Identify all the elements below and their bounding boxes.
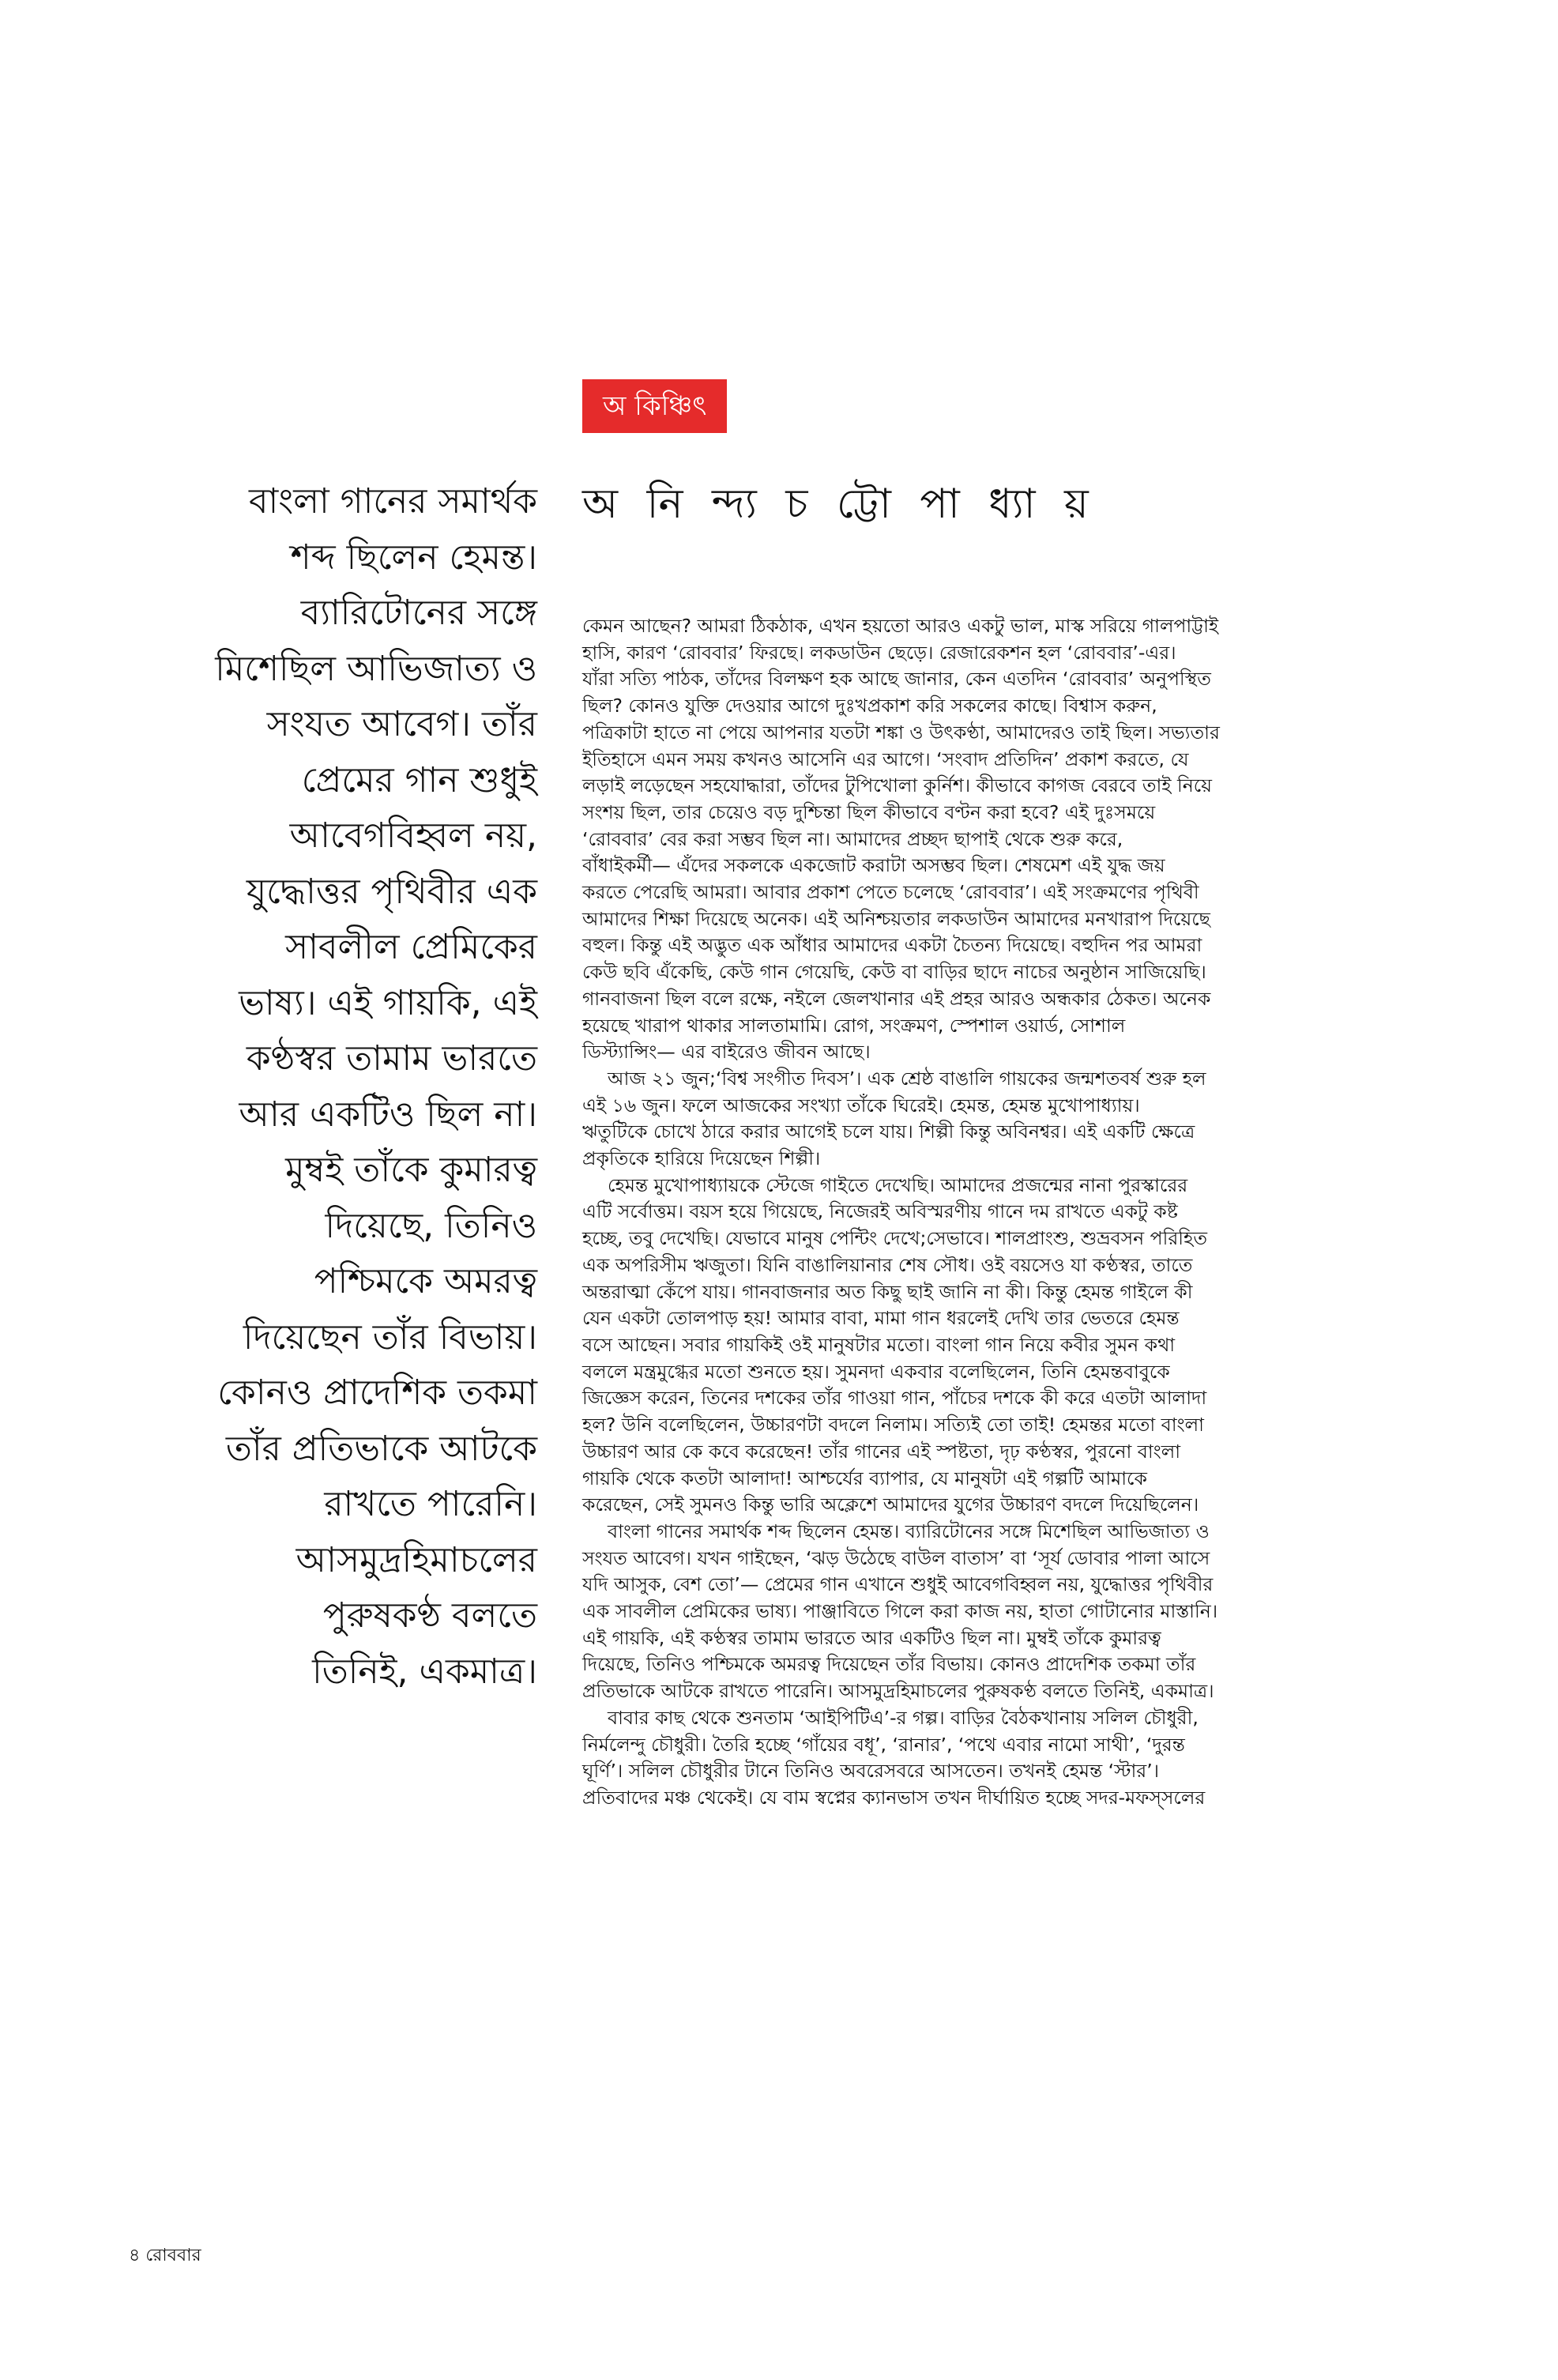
body-line: ডিস্ট্যান্সিং— এর বাইরেও জীবন আছে। bbox=[582, 1041, 871, 1064]
body-line: করতে পেরেছি আমরা। আবার প্রকাশ পেতে চলেছে ‘রোববার’। এই সংক্রমণের পৃথিবী bbox=[582, 881, 1199, 904]
body-line: ঘূর্ণি’। সলিল চৌধুরীর টানে তিনিও অবরেসবরে আসতেন। তখনই হেমন্ত ‘স্টার’। bbox=[582, 1760, 1160, 1783]
pull-quote-line: সাবলীল প্রেমিকের bbox=[285, 927, 537, 967]
body-line: এই ১৬ জুন। ফলে আজকের সংখ্যা তাঁকে ঘিরেই। হেমন্ত, হেমন্ত মুখোপাধ্যায়। bbox=[582, 1094, 1140, 1117]
pull-quote-line: তাঁর প্রতিভাকে আটকে bbox=[225, 1428, 537, 1469]
pull-quote-line: মিশেছিল আভিজাত্য ও bbox=[215, 648, 537, 689]
pull-quote-line: মুম্বই তাঁকে কুমারত্ব bbox=[285, 1150, 537, 1190]
pull-quote-line: কণ্ঠস্বর তামাম ভারতে bbox=[246, 1038, 537, 1079]
pull-quote-line: রাখতে পারেনি। bbox=[324, 1484, 537, 1524]
body-line: বসে আছেন। সবার গায়কিই ওই মানুষটার মতো। বাংলা গান নিয়ে কবীর সুমন কথা bbox=[582, 1333, 1176, 1356]
body-line: হচ্ছে, তবু দেখেছি। যেভাবে মানুষ পেন্টিং দেখে;সেভাবে। শালপ্রাংশু, শুভ্রবসন পরিহিত bbox=[582, 1227, 1207, 1250]
pull-quote-line: দিয়েছে, তিনিও bbox=[325, 1205, 537, 1246]
body-line: কেমন আছেন? আমরা ঠিকঠাক, এখন হয়তো আরও একটু ভাল, মাস্ক সরিয়ে গালপাট্টাই bbox=[582, 615, 1219, 637]
body-line: কেউ ছবি এঁকেছি, কেউ গান গেয়েছি, কেউ বা বাড়ির ছাদে নাচের অনুষ্ঠান সাজিয়েছি। bbox=[582, 961, 1206, 984]
pull-quote-line: আবেগবিহ্বল নয়, bbox=[289, 815, 537, 856]
body-line: যদি আসুক, বেশ তো’— প্রেমের গান এখানে শুধুই আবেগবিহ্বল নয়, যুদ্ধোত্তর পৃথিবীর bbox=[582, 1573, 1214, 1596]
pull-quote-line: যুদ্ধোত্তর পৃথিবীর এক bbox=[246, 871, 537, 912]
body-line: হাসি, কারণ ‘রোববার’ ফিরছে। লকডাউন ছেড়ে। রেজারেকশন হল ‘রোববার’-এর। bbox=[582, 641, 1176, 664]
body-line: যেন একটা তোলপাড় হয়! আমার বাবা, মামা গান ধরলেই দেখি তার ভেতরে হেমন্ত bbox=[582, 1307, 1180, 1330]
body-line: গানবাজনা ছিল বলে রক্ষে, নইলে জেলখানার এই প্রহর আরও অন্ধকার ঠেকত। অনেক bbox=[582, 987, 1211, 1010]
pull-quote bbox=[119, 474, 537, 1700]
pull-quote-line: তিনিই, একমাত্র। bbox=[312, 1651, 537, 1692]
pull-quote-line: বাংলা গানের সমার্থক bbox=[249, 481, 537, 522]
body-line: অন্তরাত্মা কেঁপে যায়। গানবাজনার অত কিছু ছাই জানি না কী। কিন্তু হেমন্ত গাইলে কী bbox=[582, 1280, 1193, 1303]
body-line: হেমন্ত মুখোপাধ্যায়কে স্টেজে গাইতে দেখেছি। আমাদের প্রজন্মের নানা পুরস্কারের bbox=[608, 1173, 1188, 1196]
pull-quote-line: পুরুষকণ্ঠ বলতে bbox=[322, 1595, 537, 1636]
body-line: প্রতিবাদের মঞ্চ থেকেই। যে বাম স্বপ্নের ক্যানভাস তখন দীর্ঘায়িত হচ্ছে সদর-মফস্সলের bbox=[582, 1786, 1206, 1809]
body-line: পত্রিকাটা হাতে না পেয়ে আপনার যতটা শঙ্কা ও উৎকণ্ঠা, আমাদেরও তাই ছিল। সভ্যতার bbox=[582, 721, 1220, 744]
body-line: প্রকৃতিকে হারিয়ে দিয়েছেন শিল্পী। bbox=[582, 1147, 821, 1170]
body-line: গায়কি থেকে কতটা আলাদা! আশ্চর্যের ব্যাপার, যে মানুষটা এই গল্পটি আমাকে bbox=[582, 1467, 1147, 1489]
body-line: হল? উনি বলেছিলেন, উচ্চারণটা বদলে নিলাম। সত্যিই তো তাই! হেমন্তর মতো বাংলা bbox=[582, 1414, 1204, 1437]
pull-quote-line: ভাষ্য। এই গায়কি, এই bbox=[239, 982, 537, 1023]
body-line: সংশয় ছিল, তার চেয়েও বড় দুশ্চিন্তা ছিল কীভাবে বণ্টন করা হবে? এই দুঃসময়ে bbox=[582, 800, 1156, 823]
body-line: নির্মলেন্দু চৌধুরী। তৈরি হচ্ছে ‘গাঁয়ের বধূ’, ‘রানার’, ‘পথে এবার নামো সাথী’, ‘দুরন্ত bbox=[582, 1733, 1185, 1756]
body-line: বাঁধাইকর্মী— এঁদের সকলকে একজোট করাটা অসম্ভব ছিল। শেষমেশ এই যুদ্ধ জয় bbox=[582, 854, 1165, 877]
pull-quote-line: দিয়েছেন তাঁর বিভায়। bbox=[243, 1316, 537, 1358]
body-line: ছিল? কোনও যুক্তি দেওয়ার আগে দুঃখপ্রকাশ করি সকলের কাছে। বিশ্বাস করুন, bbox=[582, 695, 1157, 717]
section-tag: অ কিঞ্চিৎ bbox=[582, 379, 727, 433]
body-line: বহুল। কিন্তু এই অদ্ভুত এক আঁধার আমাদের একটা চৈতন্য দিয়েছে। বহুদিন পর আমরা bbox=[582, 934, 1202, 957]
body-line: আজ ২১ জুন;‘বিশ্ব সংগীত দিবস’। এক শ্রেষ্ঠ বাঙালি গায়কের জন্মশতবর্ষ শুরু হল bbox=[608, 1067, 1206, 1090]
body-line: আমাদের শিক্ষা দিয়েছে অনেক। এই অনিশ্চয়তার লকডাউন আমাদের মনখারাপ দিয়েছে bbox=[582, 907, 1210, 930]
author-byline: অ নি ন্দ্য চ ট্টো পা ধ্যা য় bbox=[582, 480, 1097, 528]
body-line: ‘রোববার’ বের করা সম্ভব ছিল না। আমাদের প্রচ্ছদ ছাপাই থেকে শুরু করে, bbox=[582, 827, 1123, 850]
body-line: বাংলা গানের সমার্থক শব্দ ছিলেন হেমন্ত। ব্যারিটোনের সঙ্গে মিশেছিল আভিজাত্য ও bbox=[608, 1520, 1210, 1542]
pull-quote-line: শব্দ ছিলেন হেমন্ত। bbox=[290, 537, 537, 578]
page-folio: ৪ রোববার bbox=[129, 2246, 201, 2265]
body-line: বাবার কাছ থেকে শুনতাম ‘আইপিটিএ’-র গল্প। বাড়ির বৈঠকখানায় সলিল চৌধুরী, bbox=[608, 1706, 1199, 1729]
pull-quote-line: পশ্চিমকে অমরত্ব bbox=[314, 1261, 537, 1301]
body-line: বললে মন্ত্রমুগ্ধের মতো শুনতে হয়। সুমনদা একবার বলেছিলেন, তিনি হেমন্তবাবুকে bbox=[582, 1360, 1170, 1383]
body-line: ঋতুটিকে চোখে ঠারে করার আগেই চলে যায়। শিল্পী কিন্তু অবিনশ্বর। এই একটি ক্ষেত্রে bbox=[582, 1120, 1195, 1143]
body-line: জিজ্ঞেস করেন, তিনের দশকের তাঁর গাওয়া গান, পাঁচের দশকে কী করে এতটা আলাদা bbox=[582, 1387, 1207, 1410]
article-body bbox=[582, 613, 1443, 1812]
body-line: দিয়েছে, তিনিও পশ্চিমকে অমরত্ব দিয়েছেন তাঁর বিভায়। কোনও প্রাদেশিক তকমা তাঁর bbox=[582, 1653, 1196, 1676]
body-line: হয়েছে খারাপ থাকার সালতামামি। রোগ, সংক্রমণ, স্পেশাল ওয়ার্ড, সোশাল bbox=[582, 1014, 1126, 1037]
body-line: সংযত আবেগ। যখন গাইছেন, ‘ঝড় উঠেছে বাউল বাতাস’ বা ‘সূর্য ডোবার পালা আসে bbox=[582, 1546, 1210, 1569]
body-line: প্রতিভাকে আটকে রাখতে পারেনি। আসমুদ্রহিমাচলের পুরুষকণ্ঠ বলতে তিনিই, একমাত্র। bbox=[582, 1680, 1214, 1703]
body-line: উচ্চারণ আর কে কবে করেছেন! তাঁর গানের এই স্পষ্টতা, দৃঢ় কণ্ঠস্বর, পুরনো বাংলা bbox=[582, 1440, 1181, 1463]
body-line: করেছেন, সেই সুমনও কিন্তু ভারি অক্লেশে আমাদের যুগের উচ্চারণ বদলে দিয়েছিলেন। bbox=[582, 1493, 1199, 1516]
pull-quote-line: কোনও প্রাদেশিক তকমা bbox=[217, 1373, 537, 1413]
pull-quote-line: আর একটিও ছিল না। bbox=[239, 1094, 537, 1135]
body-line: ইতিহাসে এমন সময় কখনও আসেনি এর আগে। ‘সংবাদ প্রতিদিন’ প্রকাশ করতে, যে bbox=[582, 748, 1189, 770]
pull-quote-line: সংযত আবেগ। তাঁর bbox=[266, 704, 537, 744]
body-line: লড়াই লড়েছেন সহযোদ্ধারা, তাঁদের টুপিখোলা কুর্নিশ। কীভাবে কাগজ বেরবে তাই নিয়ে bbox=[582, 774, 1213, 797]
body-line: এক সাবলীল প্রেমিকের ভাষ্য। পাঞ্জাবিতে গিলে করা কাজ নয়, হাতা গোটানোর মাস্তানি। bbox=[582, 1600, 1218, 1623]
body-line: এটি সর্বোত্তম। বয়স হয়ে গিয়েছে, নিজেরই অবিস্মরণীয় গানে দম রাখতে একটু কষ্ট bbox=[582, 1200, 1178, 1223]
body-line: যাঁরা সত্যি পাঠক, তাঁদের বিলক্ষণ হক আছে জানার, কেন এতদিন ‘রোববার’ অনুপস্থিত bbox=[582, 668, 1211, 691]
body-line: এক অপরিসীম ঋজুতা। যিনি বাঙালিয়ানার শেষ সৌধ। ওই বয়সেও যা কণ্ঠস্বর, তাতে bbox=[582, 1253, 1193, 1276]
pull-quote-line: আসমুদ্রহিমাচলের bbox=[295, 1539, 537, 1580]
pull-quote-line: প্রেমের গান শুধুই bbox=[301, 759, 537, 800]
body-line: এই গায়কি, এই কণ্ঠস্বর তামাম ভারতে আর একটিও ছিল না। মুম্বই তাঁকে কুমারত্ব bbox=[582, 1626, 1161, 1649]
pull-quote-line: ব্যারিটোনের সঙ্গে bbox=[300, 593, 537, 633]
